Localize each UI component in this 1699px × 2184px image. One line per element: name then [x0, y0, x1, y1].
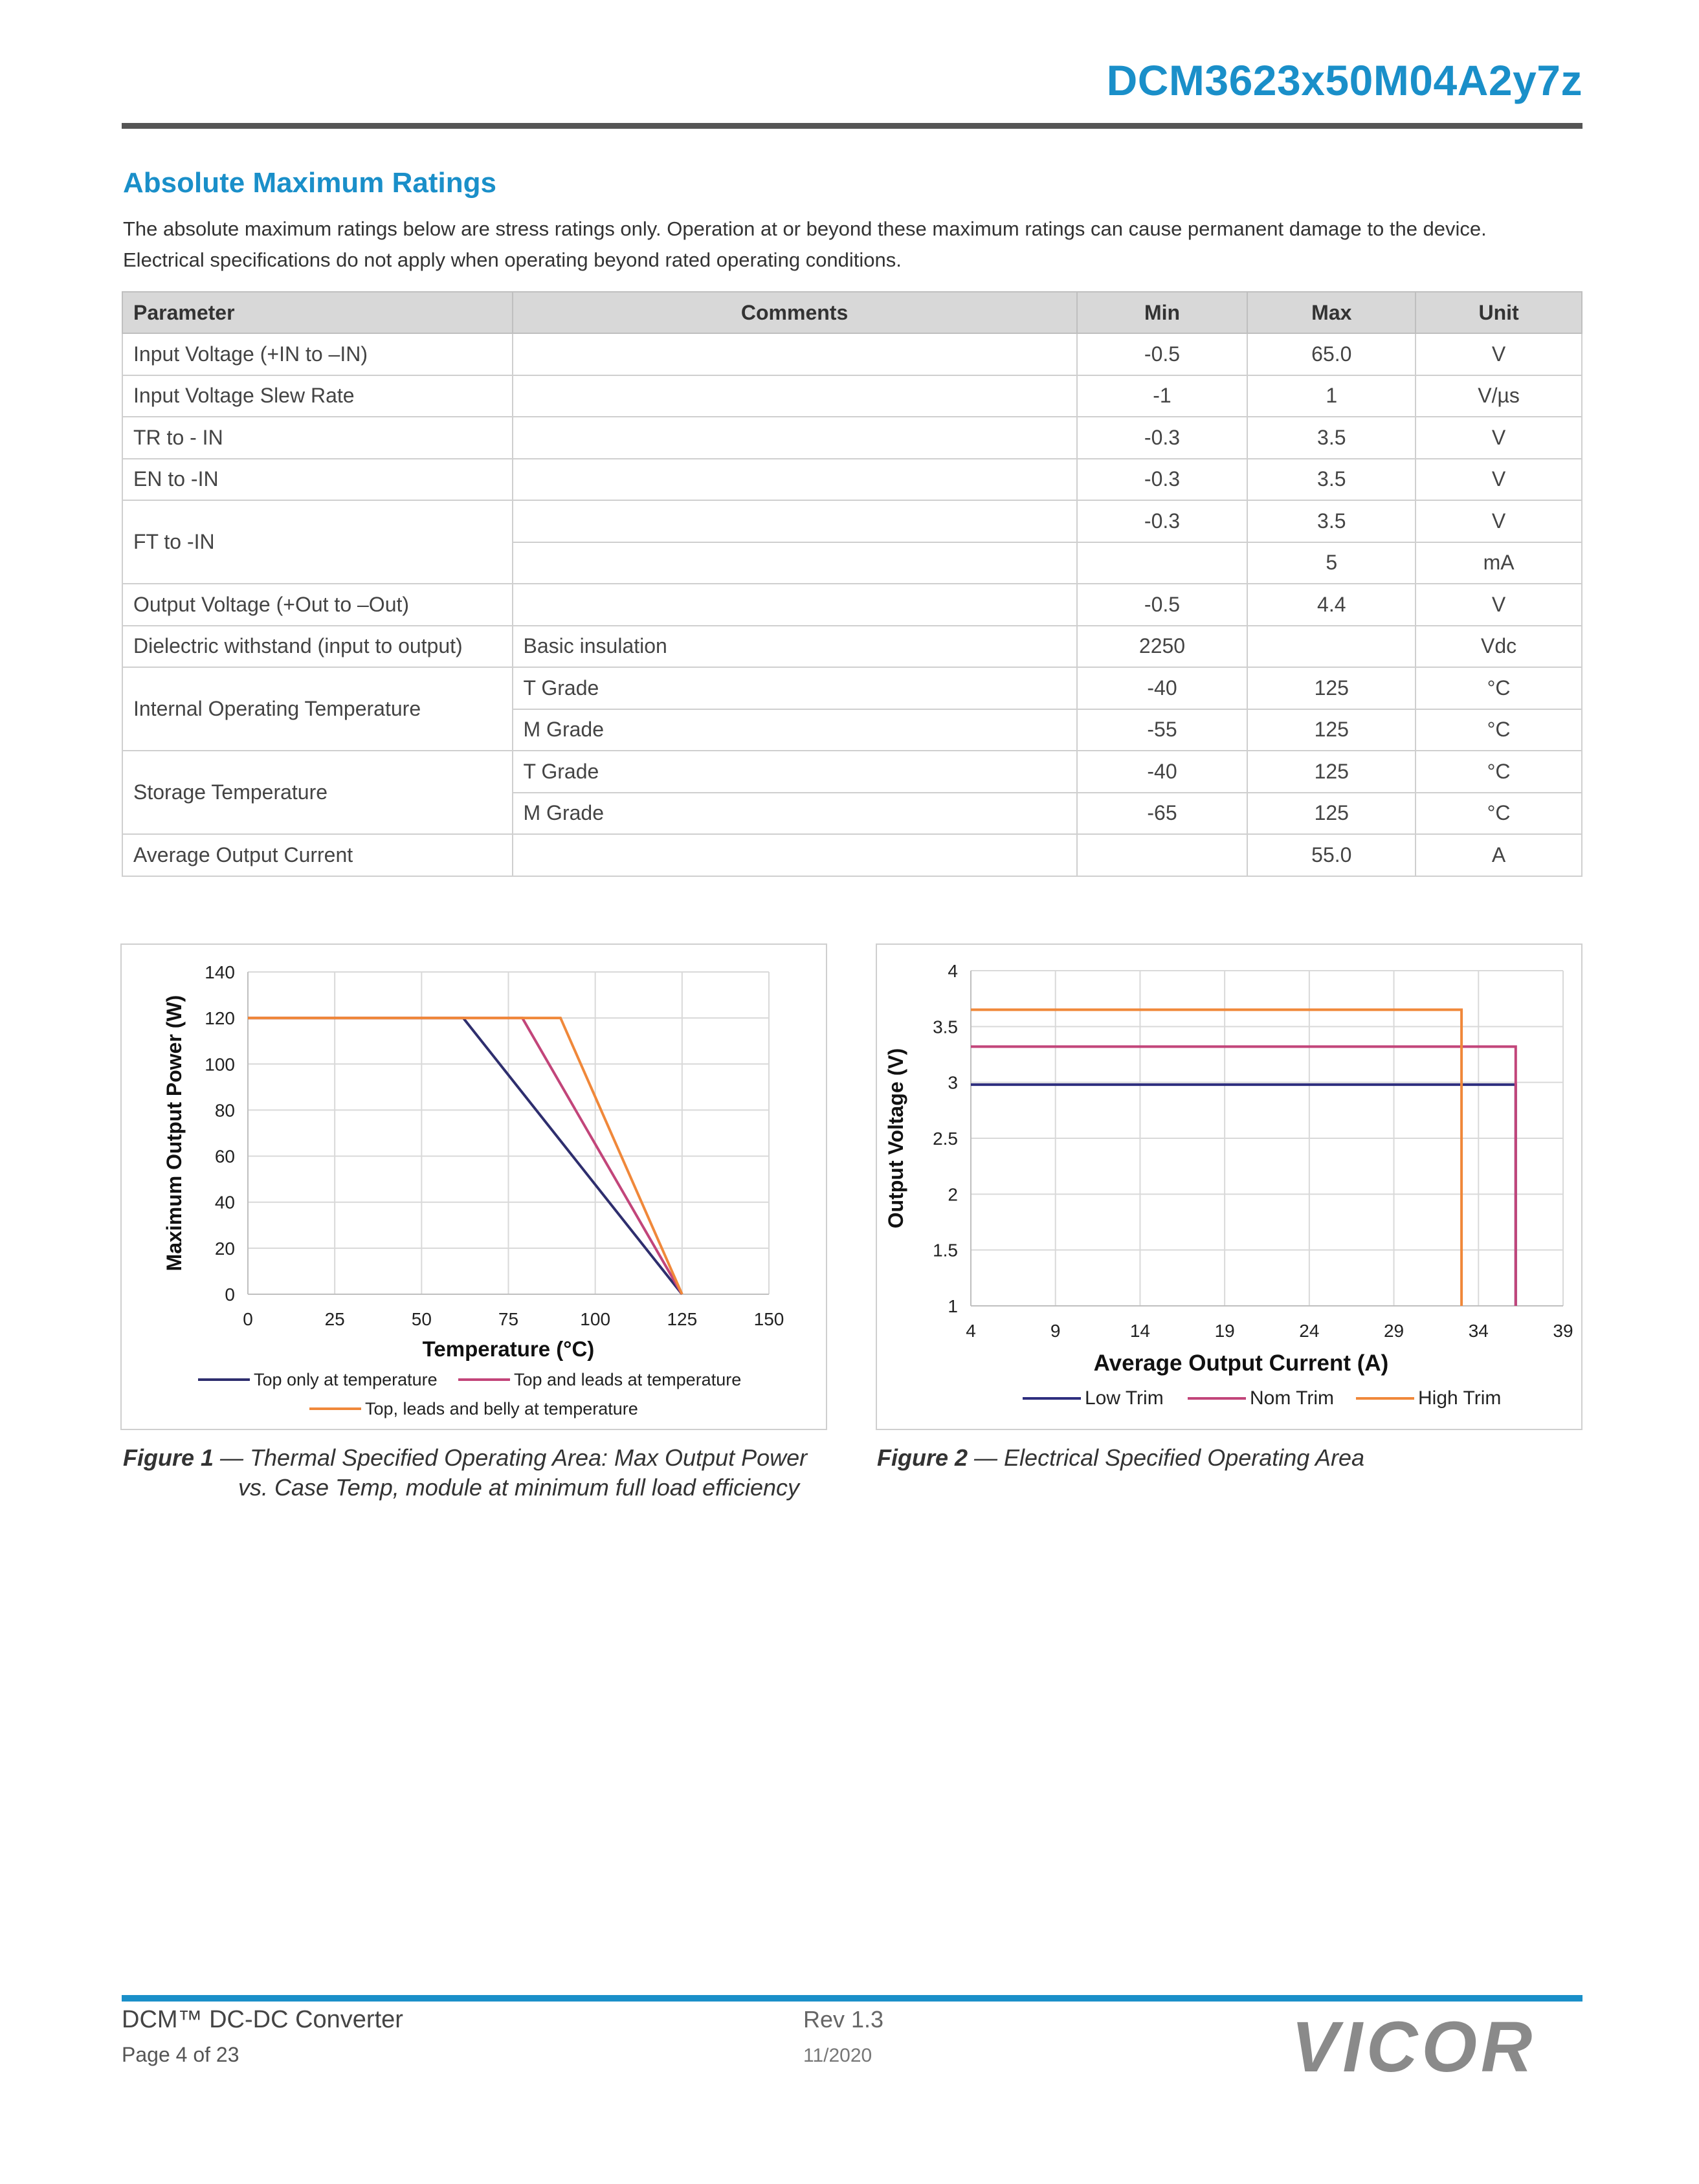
intro-line-2: Electrical specifications do not apply when operating beyond rated operating conditions.: [123, 248, 902, 271]
cell-unit: V: [1416, 417, 1582, 459]
header-parameter: Parameter: [122, 292, 513, 333]
figure-2-caption: [877, 1443, 1589, 1473]
cell-comments: [513, 459, 1077, 501]
y-tick-label: 40: [214, 1192, 235, 1213]
cell-max: 125: [1247, 793, 1416, 835]
cell-comments: M Grade: [513, 709, 1077, 751]
cell-comments: Basic insulation: [513, 626, 1077, 668]
y-tick-label: 4: [948, 961, 958, 981]
footer-rule: [122, 1995, 1582, 2002]
cell-comments: [513, 834, 1077, 876]
y-axis-title: Output Voltage (V): [884, 1048, 907, 1229]
cell-min: -0.5: [1077, 333, 1248, 375]
cell-max: 5: [1247, 542, 1416, 584]
x-tick-label: 100: [580, 1309, 611, 1329]
figure-1-caption-line-1: — Thermal Specified Operating Area: Max Output Power: [220, 1444, 808, 1471]
figure-2-chart: [876, 943, 1582, 1430]
intro-line-1: The absolute maximum ratings below are stress ratings only. Operation at or beyond these maximum ratings can cause permanent damage to the device.: [123, 217, 1487, 240]
footer-page-number: Page 4 of 23: [122, 2043, 239, 2066]
header-rule: [122, 123, 1582, 129]
y-tick-label: 20: [214, 1238, 235, 1259]
cell-unit: °C: [1416, 709, 1582, 751]
cell-unit: V/µs: [1416, 375, 1582, 417]
cell-parameter: Input Voltage Slew Rate: [122, 375, 513, 417]
cell-comments: [513, 333, 1077, 375]
cell-parameter: Average Output Current: [122, 834, 513, 876]
y-tick-label: 120: [205, 1008, 235, 1029]
x-tick-label: 150: [753, 1309, 784, 1329]
cell-min: -0.3: [1077, 459, 1248, 501]
cell-max: 1: [1247, 375, 1416, 417]
cell-min: -65: [1077, 793, 1248, 835]
cell-min: -0.5: [1077, 584, 1248, 626]
y-tick-label: 80: [214, 1100, 235, 1121]
cell-min: -40: [1077, 667, 1248, 709]
cell-unit: A: [1416, 834, 1582, 876]
cell-unit: V: [1416, 459, 1582, 501]
header-max: Max: [1247, 292, 1416, 333]
cell-max: 4.4: [1247, 584, 1416, 626]
cell-max: 3.5: [1247, 500, 1416, 542]
cell-max: 3.5: [1247, 459, 1416, 501]
table-row: [122, 834, 1582, 876]
figure-2-label: Figure 2: [877, 1444, 968, 1471]
figure-1-caption-line-2: vs. Case Temp, module at minimum full load efficiency: [238, 1474, 800, 1501]
cell-max: [1247, 626, 1416, 668]
cell-parameter: FT to -IN: [122, 500, 513, 584]
y-tick-label: 60: [214, 1146, 235, 1167]
header-unit: Unit: [1416, 292, 1582, 333]
table-row: [122, 584, 1582, 626]
legend-label-2: Top and leads at temperature: [514, 1370, 742, 1389]
cell-comments: [513, 584, 1077, 626]
cell-unit: V: [1416, 333, 1582, 375]
x-tick-label: 50: [411, 1309, 432, 1329]
cell-parameter: Dielectric withstand (input to output): [122, 626, 513, 668]
cell-comments: M Grade: [513, 793, 1077, 835]
cell-parameter: Output Voltage (+Out to –Out): [122, 584, 513, 626]
table-row: [122, 500, 1582, 542]
cell-parameter: Input Voltage (+IN to –IN): [122, 333, 513, 375]
cell-comments: [513, 542, 1077, 584]
y-tick-label: 1: [948, 1296, 958, 1316]
x-axis-title: Average Output Current (A): [1093, 1351, 1389, 1376]
figure-1-caption: [123, 1443, 867, 1503]
cell-comments: [513, 417, 1077, 459]
cell-min: -0.3: [1077, 500, 1248, 542]
cell-max: 55.0: [1247, 834, 1416, 876]
cell-comments: T Grade: [513, 751, 1077, 793]
series-line-1: [971, 1085, 1516, 1306]
table-row: [122, 417, 1582, 459]
cell-unit: V: [1416, 584, 1582, 626]
series-line-3: [971, 1009, 1461, 1306]
x-tick-label: 24: [1299, 1321, 1320, 1341]
x-tick-label: 9: [1050, 1321, 1061, 1341]
cell-unit: Vdc: [1416, 626, 1582, 668]
header-min: Min: [1077, 292, 1248, 333]
y-tick-label: 2: [948, 1184, 958, 1205]
y-tick-label: 0: [225, 1285, 235, 1305]
cell-min: -1: [1077, 375, 1248, 417]
document-title: DCM3623x50M04A2y7z: [1106, 56, 1582, 104]
table-row: [122, 626, 1582, 668]
cell-unit: °C: [1416, 793, 1582, 835]
y-tick-label: 1.5: [933, 1240, 958, 1261]
figure-2-svg: [877, 945, 1584, 1431]
legend-label-3: High Trim: [1418, 1387, 1502, 1409]
x-tick-label: 14: [1129, 1321, 1151, 1341]
cell-unit: mA: [1416, 542, 1582, 584]
cell-unit: V: [1416, 500, 1582, 542]
ratings-table: [122, 291, 1582, 877]
table-row: [122, 333, 1582, 375]
x-tick-label: 0: [243, 1309, 253, 1329]
cell-min: [1077, 542, 1248, 584]
y-tick-label: 140: [205, 962, 235, 982]
intro-paragraph: [123, 214, 1586, 276]
vicor-logo: VICOR: [1291, 2007, 1537, 2087]
x-tick-label: 75: [498, 1309, 519, 1329]
cell-max: 125: [1247, 751, 1416, 793]
cell-parameter: Storage Temperature: [122, 751, 513, 834]
cell-min: 2250: [1077, 626, 1248, 668]
cell-min: [1077, 834, 1248, 876]
table-header-row: [122, 292, 1582, 333]
x-tick-label: 25: [324, 1309, 345, 1329]
y-axis-title: Maximum Output Power (W): [162, 995, 186, 1272]
y-tick-label: 2.5: [933, 1129, 958, 1149]
footer-product: DCM™ DC-DC Converter: [122, 2006, 403, 2033]
y-tick-label: 3.5: [933, 1017, 958, 1037]
y-tick-label: 3: [948, 1072, 958, 1093]
footer-date: 11/2020: [803, 2045, 872, 2066]
cell-comments: [513, 500, 1077, 542]
table-row: [122, 751, 1582, 793]
header-comments: Comments: [513, 292, 1077, 333]
cell-min: -55: [1077, 709, 1248, 751]
cell-comments: T Grade: [513, 667, 1077, 709]
cell-min: -40: [1077, 751, 1248, 793]
cell-parameter: Internal Operating Temperature: [122, 667, 513, 751]
y-tick-label: 100: [205, 1054, 235, 1075]
x-tick-label: 39: [1553, 1321, 1573, 1341]
cell-max: 65.0: [1247, 333, 1416, 375]
x-tick-label: 4: [966, 1321, 976, 1341]
x-tick-label: 19: [1214, 1321, 1235, 1341]
x-tick-label: 34: [1468, 1321, 1489, 1341]
footer-revision: Rev 1.3: [803, 2006, 884, 2033]
cell-max: 125: [1247, 709, 1416, 751]
table-row: [122, 459, 1582, 501]
cell-unit: °C: [1416, 751, 1582, 793]
cell-max: 3.5: [1247, 417, 1416, 459]
figure-1-chart: [120, 943, 827, 1430]
legend-label-1: Top only at temperature: [254, 1370, 438, 1389]
section-title: Absolute Maximum Ratings: [123, 167, 496, 199]
figure-1-svg: [122, 945, 828, 1431]
table-row: [122, 667, 1582, 709]
cell-min: -0.3: [1077, 417, 1248, 459]
cell-parameter: EN to -IN: [122, 459, 513, 501]
cell-parameter: TR to - IN: [122, 417, 513, 459]
table-row: [122, 375, 1582, 417]
legend-label-3: Top, leads and belly at temperature: [365, 1399, 638, 1418]
cell-unit: °C: [1416, 667, 1582, 709]
x-tick-label: 125: [667, 1309, 698, 1329]
figure-1-label: Figure 1: [123, 1444, 214, 1471]
x-tick-label: 29: [1383, 1321, 1405, 1341]
cell-max: 125: [1247, 667, 1416, 709]
figure-2-caption-text: — Electrical Specified Operating Area: [974, 1444, 1364, 1471]
legend-label-2: Nom Trim: [1250, 1387, 1334, 1409]
legend-label-1: Low Trim: [1085, 1387, 1164, 1409]
cell-comments: [513, 375, 1077, 417]
x-axis-title: Temperature (°C): [422, 1337, 595, 1361]
